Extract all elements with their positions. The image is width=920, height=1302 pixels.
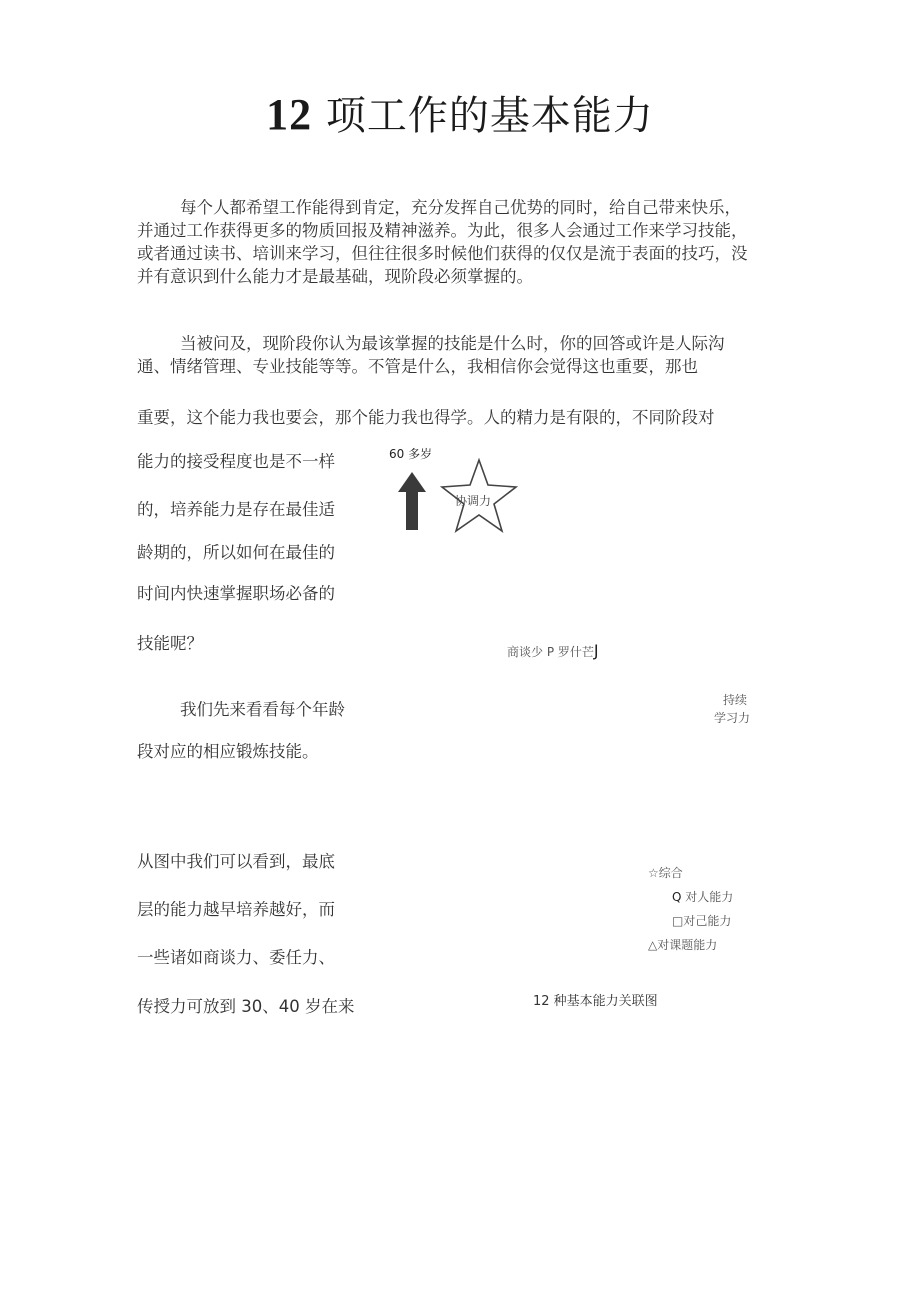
paragraph-line: 通、情绪管理、专业技能等等。不管是什么，我相信你会觉得这也重要，那也 <box>137 357 698 376</box>
paragraph-line: 重要，这个能力我也要会，那个能力我也得学。人的精力是有限的，不同阶段对 <box>137 408 715 427</box>
legend-item-interpersonal: Q 对人能力 <box>672 890 734 904</box>
star-outline-icon: ☆ <box>648 866 659 880</box>
up-arrow-shaft <box>406 490 418 530</box>
triangle-icon: △ <box>648 938 658 952</box>
paragraph-line: 时间内快速掌握职场必备的 <box>137 584 335 603</box>
paragraph-line: 龄期的，所以如何在最佳的 <box>137 543 335 562</box>
title-text: 项工作的基本能力 <box>325 93 654 139</box>
paragraph-line: 技能呢？ <box>137 634 203 653</box>
paragraph-line: 段对应的相应锻炼技能。 <box>137 742 319 761</box>
paragraph-line: 或者通过读书、培训来学习，但往往很多时候他们获得的仅仅是流于表面的技巧，没 <box>137 244 748 263</box>
star-label: 协调力 <box>455 494 492 508</box>
up-arrow-icon <box>398 472 426 492</box>
continuous-learning-label: 持续 学习力 <box>714 693 751 725</box>
paragraph-line: 当被问及，现阶段你认为最该掌握的技能是什么时，你的回答或许是人际沟 <box>180 334 725 353</box>
paragraph-line: 层的能力越早培养越好，而 <box>137 900 335 919</box>
paragraph-line: 并通过工作获得更多的物质回报及精神滋养。为此，很多人会通过工作来学习技能， <box>137 221 748 240</box>
paragraph-line: 一些诸如商谈力、委任力、 <box>137 948 335 967</box>
title-number: 12 <box>266 90 313 139</box>
square-icon: □ <box>672 914 684 928</box>
paragraph-line: 能力的接受程度也是不一样 <box>137 452 335 471</box>
negotiation-label: 商谈少 P 罗什芒J <box>507 641 599 660</box>
circle-q-icon: Q <box>672 890 682 904</box>
paragraph-2 <box>137 332 725 378</box>
legend-item-self: □对己能力 <box>672 914 732 928</box>
paragraph-line: 每个人都希望工作能得到肯定，充分发挥自己优势的同时，给自己带来快乐， <box>180 198 741 217</box>
age-label: 60 多岁 <box>389 447 433 461</box>
paragraph-line: 从图中我们可以看到，最底 <box>137 852 335 871</box>
paragraph-line: 传授力可放到 30、40 岁在来 <box>137 997 355 1016</box>
legend <box>648 861 733 957</box>
paragraph-line: 的，培养能力是存在最佳适 <box>137 500 335 519</box>
paragraph-1 <box>137 196 748 288</box>
paragraph-line: 我们先来看看每个年龄 <box>180 700 345 719</box>
diagram-caption: 12 种基本能力关联图 <box>533 994 658 1009</box>
page-title <box>0 84 920 141</box>
paragraph-line: 并有意识到什么能力才是最基础，现阶段必须掌握的。 <box>137 267 533 286</box>
legend-item-comprehensive: ☆综合 <box>648 866 683 880</box>
legend-item-task: △对课题能力 <box>648 938 718 952</box>
